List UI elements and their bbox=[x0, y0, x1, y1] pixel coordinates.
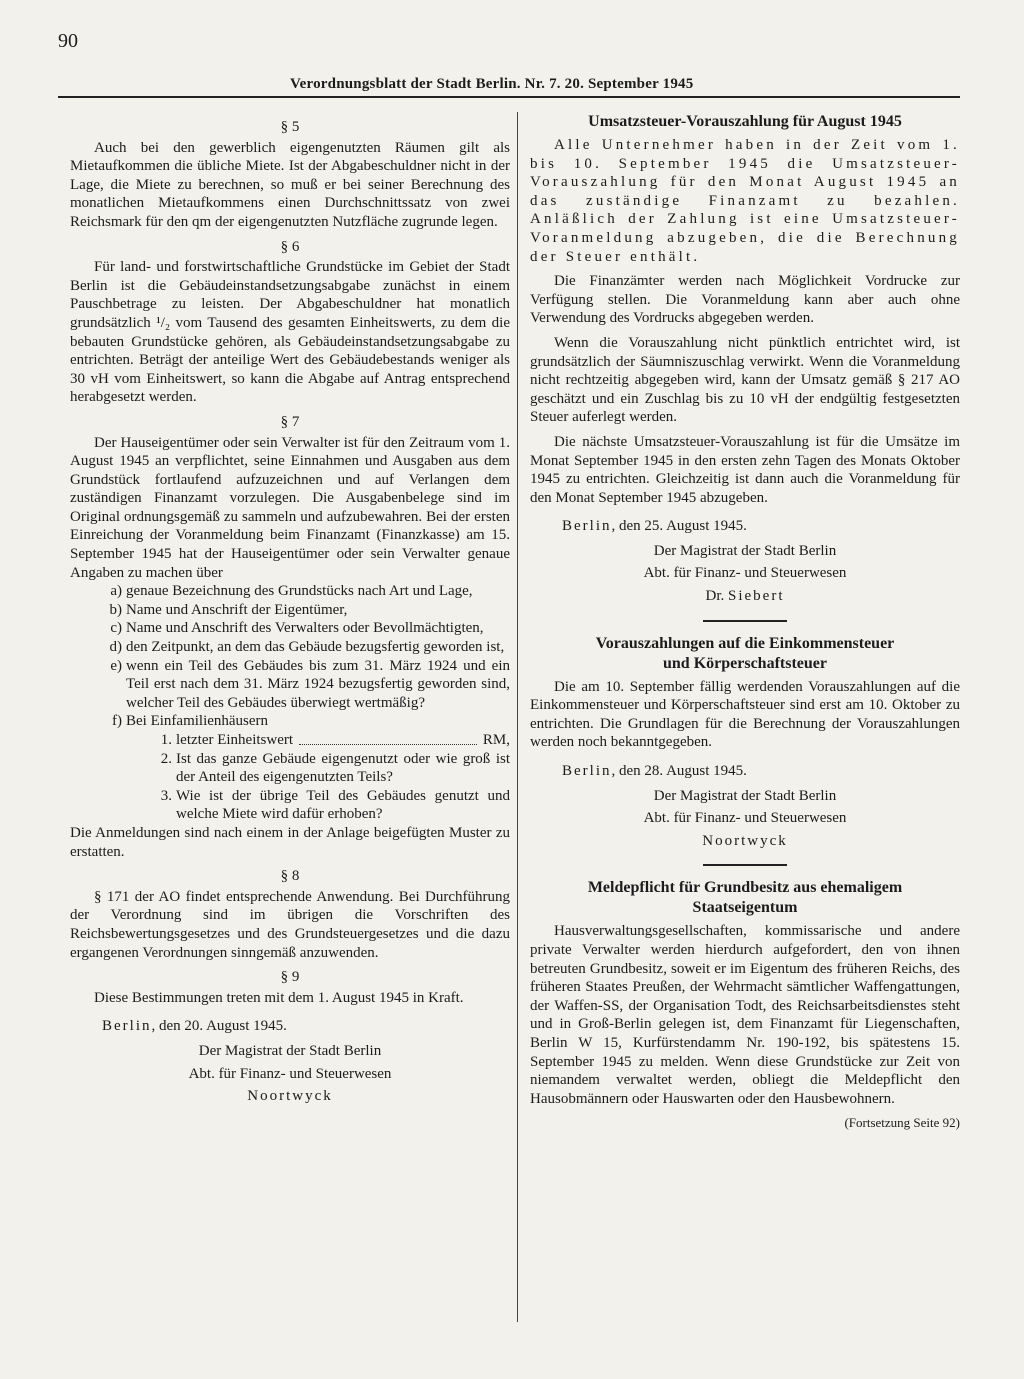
einheitswert-label: letzter Einheitswert bbox=[176, 732, 294, 748]
sub-list-item-label: 3. bbox=[160, 787, 172, 804]
list-item-label: e) bbox=[110, 657, 122, 674]
sub-list-item bbox=[122, 787, 510, 824]
section-7-title: § 7 bbox=[280, 413, 300, 430]
continued-note: (Fortsetzung Seite 92) bbox=[844, 1115, 960, 1131]
article-2-title-line: Vorauszahlungen auf die Einkommensteuer bbox=[595, 634, 895, 652]
list-item bbox=[70, 582, 510, 601]
sub-list-item-label: 2. bbox=[160, 750, 172, 767]
place-city: Berlin bbox=[562, 763, 612, 780]
section-8-title: § 8 bbox=[280, 868, 300, 885]
article-3-title-line: Staatseigentum bbox=[692, 899, 798, 917]
list-item bbox=[70, 712, 510, 731]
place-city: Berlin bbox=[562, 518, 612, 535]
list-item-text: Name und Anschrift der Eigentümer, bbox=[126, 601, 348, 618]
signature-department: Abt. für Finanz- und Steuerwesen bbox=[643, 565, 847, 582]
article-2-title bbox=[530, 634, 960, 674]
list-item bbox=[70, 601, 510, 620]
article-1-paragraph: Die Finanzämter werden nach Möglichkeit Vordrucke zur Verfügung stellen. Die Voranmeldung kann aber auch ohne Verwendung des Vordrucks abgegeben werden. bbox=[530, 273, 960, 327]
sub-list-item bbox=[122, 731, 510, 750]
list-item-text: genaue Bezeichnung des Grundstücks nach Art und Lage, bbox=[126, 583, 473, 600]
list-item-label: d) bbox=[109, 639, 122, 656]
article-1-paragraph: Die nächste Umsatzsteuer-Vorauszahlung ist für die Umsätze im Monat September 1945 in den ersten zehn Tagen des Monats Oktober 1945 zu entrichten. Gleichzeitig ist dann auch die Voranmeldung für den Monat September 1945 abzugeben. bbox=[530, 433, 960, 506]
article-1-paragraph: Wenn die Vorauszahlung nicht pünktlich entrichtet wird, ist grundsätzlich der Säumniszuschlag verwirkt. Wenn die Voranmeldung nicht rechtzeitig abgegeben wird, kann der Umsatz gemäß § 217 AO geschätzt und ein Zuschlag bis zu 10 vH der endgültig festgesetzten Steuer auferlegt werden. bbox=[530, 334, 960, 426]
date-text: , den 25. August 1945. bbox=[611, 518, 747, 535]
list-item-label: f) bbox=[112, 713, 122, 730]
sub-list bbox=[122, 731, 510, 824]
signature-department: Abt. für Finanz- und Steuerwesen bbox=[643, 810, 847, 827]
signature-name: Noortwyck bbox=[702, 832, 788, 849]
section-7-text: Der Hauseigentümer oder sein Verwalter ist für den Zeitraum vom 1. August 1945 an verpflichtet, seine Einnahmen und Ausgaben aus dem Grundstück fortlaufend aufzuzeichnen und auf Verlangen dem zuständigen Finanzamt vorzulegen. Die Ausgabenbelege sind im Original ordnungsgemäß zu sammeln und aufzubewahren. Bei der ersten Einreichung der Voranmeldung beim Finanzamt (Finanzkasse) am 15. September 1945 hat der Hauseigentümer oder sein Verwalter genaue Angaben zu machen über bbox=[70, 434, 510, 581]
place-date bbox=[70, 1017, 510, 1036]
article-3-title-line: Meldepflicht für Grundbesitz aus ehemaligem bbox=[587, 879, 903, 897]
sub-list-item bbox=[122, 750, 510, 787]
signature-surname: Siebert bbox=[728, 588, 785, 605]
section-5-text: Auch bei den gewerblich eigengenutzten Räumen gilt als Mietaufkommen die übliche Miete. Ist der Abgabeschuldner nicht in der Lage, die Miete zu berechnen, so muß er bei seiner Berechnung des monatlichen Mietaufkommens einen Durchschnittssatz von zwei Reichsmark für den qm der eigengenutzten Nutzfläche zugrunde legen. bbox=[70, 139, 510, 230]
place-city: Berlin bbox=[102, 1018, 152, 1035]
dotted-fill-line bbox=[299, 731, 477, 745]
article-2-text: Die am 10. September fällig werdenden Vorauszahlungen auf die Einkommensteuer und Körperschaftsteuer sind erst am 10. Oktober zu entrichten. Die Grundlagen für die Berechnung der Vorauszahlungen werden noch bekanntgegeben. bbox=[530, 678, 960, 751]
article-1-title: Umsatzsteuer-Vorauszahlung für August 1945 bbox=[588, 113, 902, 130]
sub-list-item-text: Ist das ganze Gebäude eigengenutzt oder wie groß ist der Anteil des eigengenutzten Teils? bbox=[176, 750, 510, 786]
article-3-text: Hausverwaltungsgesellschaften, kommissarische und andere private Verwalter werden hierdurch aufgefordert, den von ihnen betreuten Grundbesitz, soweit er im Eigentum des früheren Reichs, des früheren Staates Preußen, der Wehrmacht sämtlicher Waffengattungen, der Waffen-SS, der Organisation Todt, des Reichsarbeitsdienstes steht und in Groß-Berlin gelegen ist, dem Finanzamt für Liegenschaften, Berlin W 15, Kurfürstendamm Nr. 190-192, bis spätestens 15. September 1945 zu melden. Wenn diese Grundstücke zur Zeit von niemandem verwaltet werden, obliegt die Meldepflicht den Hausobmännern oder Hauswarten oder den Hausbewohnern. bbox=[530, 923, 960, 1107]
article-separator bbox=[703, 864, 787, 866]
left-column bbox=[70, 112, 510, 1106]
list-item bbox=[70, 619, 510, 638]
section-7-closing: Die Anmeldungen sind nach einem in der Anlage beigefügten Muster zu erstatten. bbox=[70, 824, 510, 860]
page-header: Verordnungsblatt der Stadt Berlin. Nr. 7. 20. September 1945 bbox=[290, 76, 694, 92]
currency-unit: RM, bbox=[482, 732, 510, 748]
section-9-text: Diese Bestimmungen treten mit dem 1. August 1945 in Kraft. bbox=[94, 989, 464, 1006]
signature-title: Dr. bbox=[705, 588, 725, 605]
section-9-title: § 9 bbox=[280, 969, 300, 986]
section-8-text: § 171 der AO findet entsprechende Anwendung. Bei Durchführung der Verordnung sind im übrigen die Vorschriften des Reichsbewertungsgesetzes und des Grundsteuergesetzes und die dazu ergangenen Verordnungen sinngemäß anzuwenden. bbox=[70, 888, 510, 961]
sub-list-item-text bbox=[176, 731, 510, 750]
signature-name bbox=[530, 587, 960, 606]
article-3-title bbox=[530, 878, 960, 918]
section-7-list bbox=[70, 582, 510, 824]
signature-authority: Der Magistrat der Stadt Berlin bbox=[653, 542, 837, 559]
list-item-label: a) bbox=[110, 583, 122, 600]
date-text: , den 20. August 1945. bbox=[151, 1018, 287, 1035]
signature-authority: Der Magistrat der Stadt Berlin bbox=[198, 1042, 382, 1059]
section-6-title: § 6 bbox=[280, 238, 300, 255]
article-2-title-line: und Körperschaftsteuer bbox=[663, 654, 827, 672]
column-divider bbox=[517, 112, 518, 1322]
article-separator bbox=[703, 620, 787, 622]
list-item-text: Name und Anschrift des Verwalters oder Bevollmächtigten, bbox=[126, 620, 484, 637]
sub-list-item-label: 1. bbox=[160, 732, 172, 748]
article-1-spaced-text: Alle Unternehmer haben in der Zeit vom 1. bis 10. September 1945 die Umsatzsteuer-Vorauszahlung für den Monat August 1945 an das zuständige Finanzamt zu bezahlen. Anläßlich der Zahlung ist eine Umsatzsteuer-Voranmeldung abzugeben, die die Berechnung der Steuer enthält. bbox=[530, 137, 960, 265]
list-item-text: wenn ein Teil des Gebäudes bis zum 31. März 1924 und ein Teil erst nach dem 31. März 1924 bezugsfertig geworden sind, welcher Teil des Gebäudes überwiegt wertmäßig? bbox=[126, 657, 510, 711]
list-item bbox=[70, 638, 510, 657]
list-item-text: den Zeitpunkt, an dem das Gebäude bezugsfertig geworden ist, bbox=[126, 639, 505, 656]
section-6-text: Für land- und forstwirtschaftliche Grundstücke im Gebiet der Stadt Berlin ist die Gebäudeinstandsetzungsabgabe zunächst in einem Pauschbetrage zu leisten. Der Abgabeschuldner hat monatlich grundsätzlich ¹/₂ vom Tausend des gesamten Einheitswerts, zu dem die bebauten Grundstücke gehören, als Gebäudeinstandsetzungsabgabe zu entrichten. Beträgt der anteilige Wert des Gebäudebestands weniger als 30 vH vom Einheitswert, so kann die Abgabe auf Antrag entsprechend herabgesetzt werden. bbox=[70, 259, 510, 406]
list-item-label: b) bbox=[109, 601, 122, 618]
sub-list-item-text: Wie ist der übrige Teil des Gebäudes genutzt und welche Miete wird dafür erhoben? bbox=[176, 787, 510, 823]
signature-name: Noortwyck bbox=[247, 1088, 333, 1105]
signature-department: Abt. für Finanz- und Steuerwesen bbox=[188, 1065, 392, 1082]
signature-authority: Der Magistrat der Stadt Berlin bbox=[653, 787, 837, 804]
list-item-text: Bei Einfamilienhäusern bbox=[126, 713, 269, 730]
place-date bbox=[530, 762, 960, 781]
page-number: 90 bbox=[58, 30, 78, 52]
place-date bbox=[530, 517, 960, 536]
section-5-title: § 5 bbox=[280, 119, 300, 135]
right-column bbox=[530, 112, 960, 1133]
header-rule bbox=[58, 96, 960, 98]
list-item-label: c) bbox=[110, 620, 122, 637]
list-item bbox=[70, 657, 510, 713]
date-text: , den 28. August 1945. bbox=[611, 763, 747, 780]
